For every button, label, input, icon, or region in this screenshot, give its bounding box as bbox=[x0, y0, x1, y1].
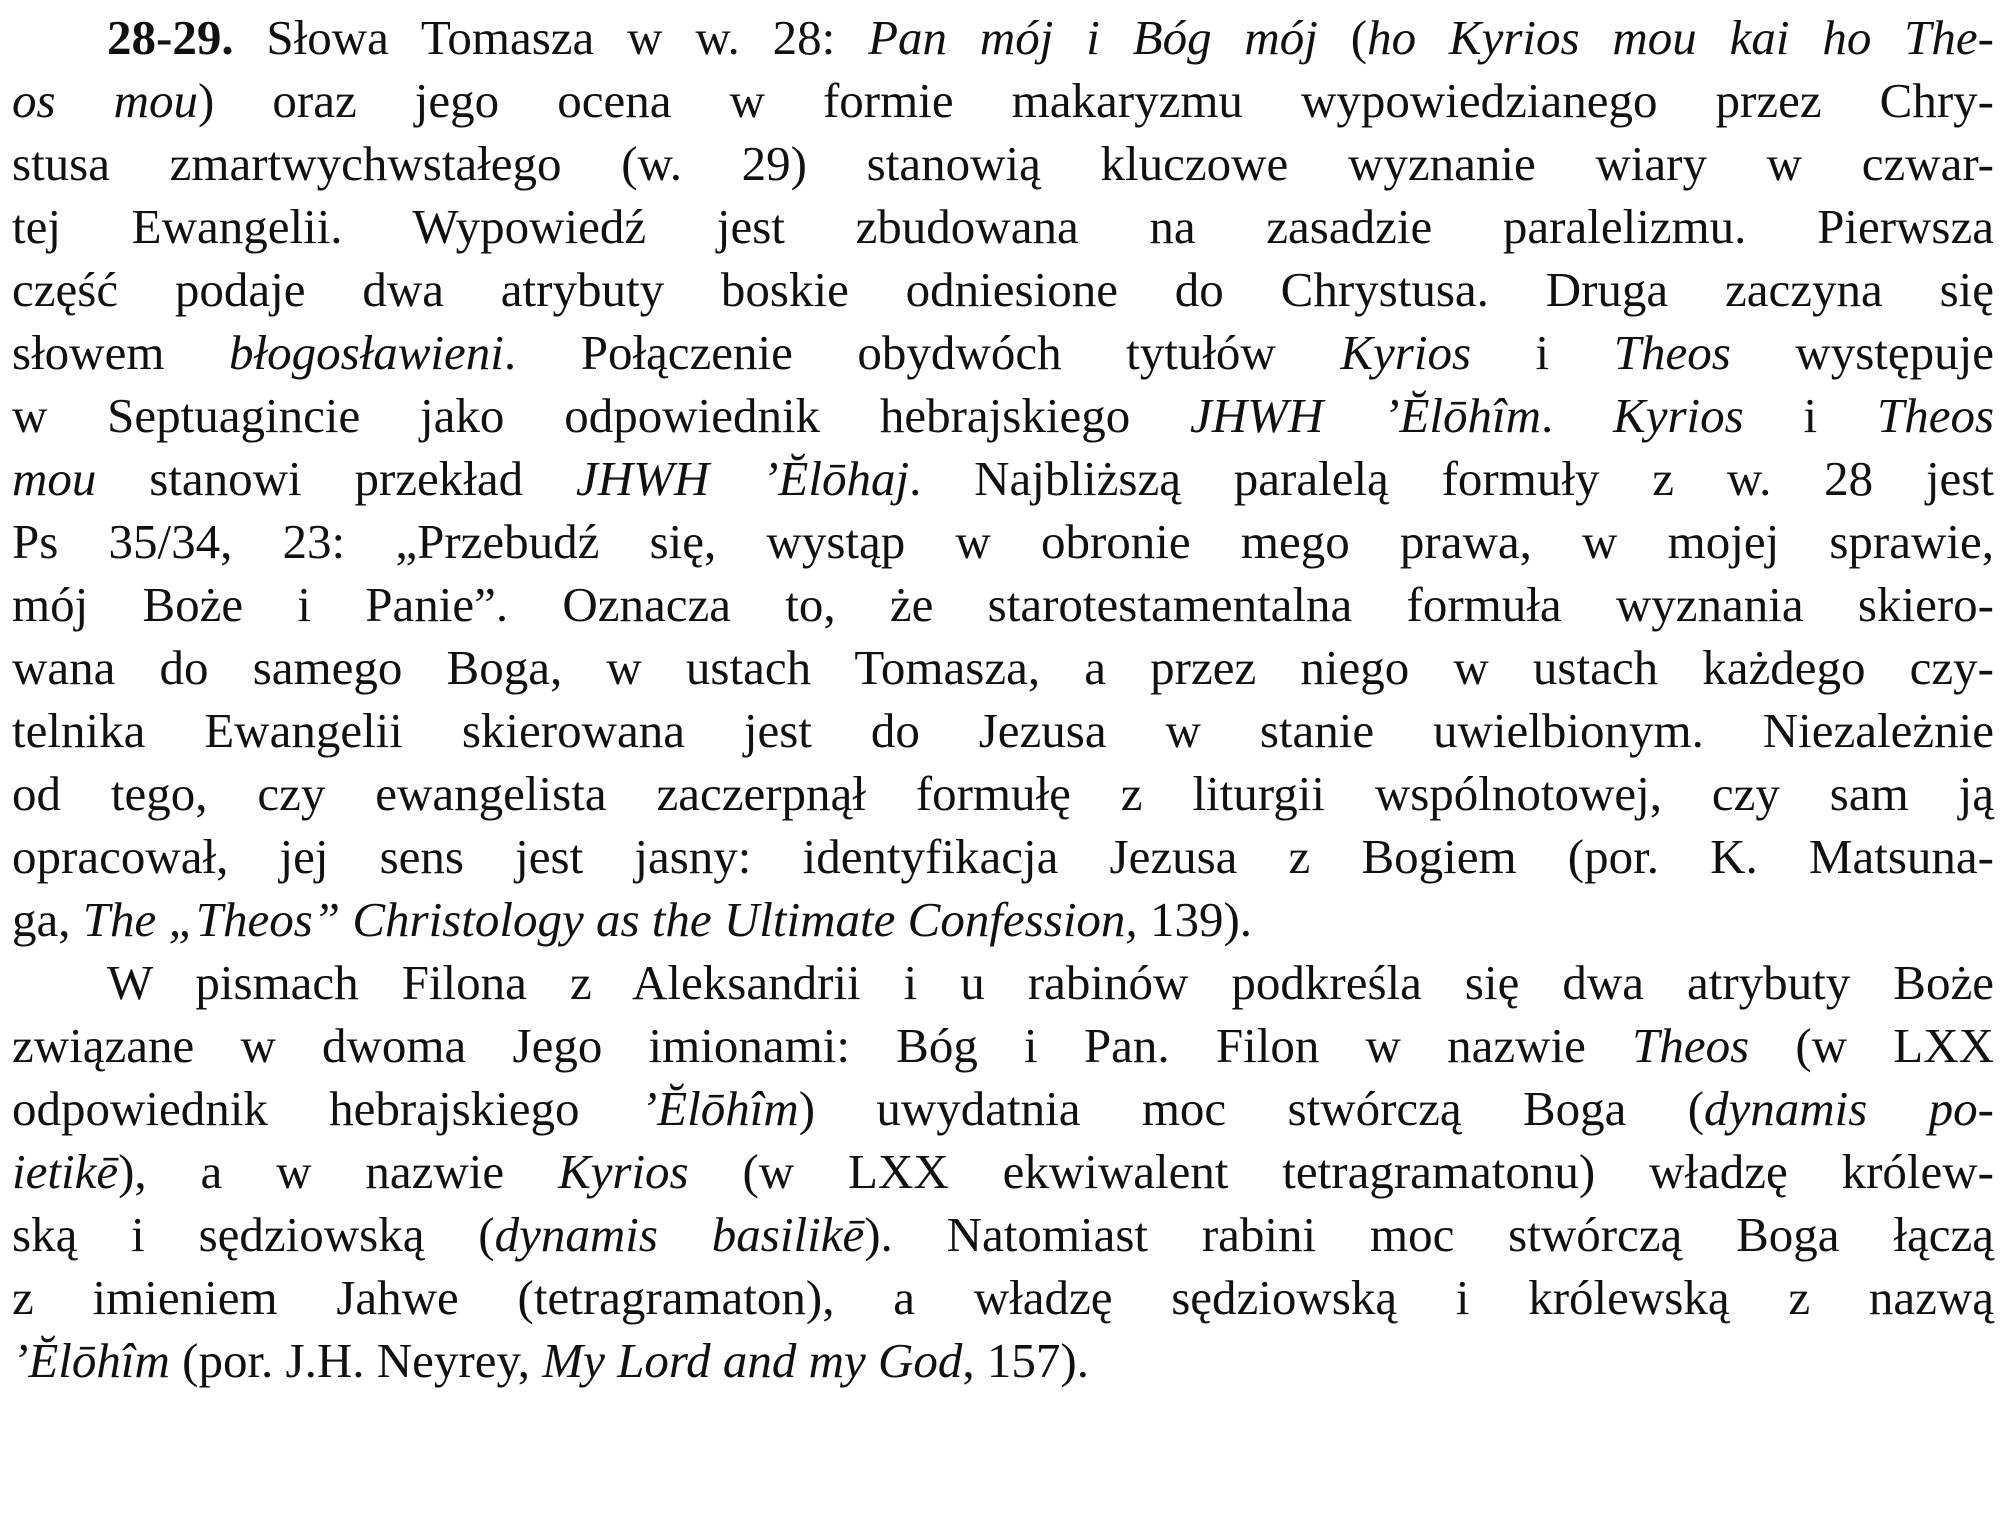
paragraph-2 bbox=[12, 951, 1994, 1392]
verse-reference: 28-29. bbox=[107, 10, 234, 65]
text-line: telnika Ewangelii skierowana jest do Jezusa w stanie uwielbionym. Niezależnie bbox=[12, 703, 1994, 758]
text-line: w Septuagincie jako odpowiednik hebrajskiego JHWH ’Ĕlōhîm. Kyrios i Theos bbox=[12, 388, 1995, 443]
text-line: słowem błogosławieni. Połączenie obydwóch tytułów Kyrios i Theos występuje bbox=[12, 325, 1994, 380]
text-line: mou stanowi przekład JHWH ’Ĕlōhaj. Najbliższą paralelą formuły z w. 28 jest bbox=[12, 451, 1994, 506]
text-line: z imieniem Jahwe (tetragramaton), a władzę sędziowską i królewską z nazwą bbox=[12, 1270, 1994, 1325]
document-page bbox=[12, 6, 1994, 1392]
paragraph-1 bbox=[12, 6, 1994, 951]
text-line: W pismach Filona z Aleksandrii i u rabinów podkreśla się dwa atrybuty Boże bbox=[107, 955, 1994, 1010]
text-line: wana do samego Boga, w ustach Tomasza, a przez niego w ustach każdego czy- bbox=[12, 640, 1994, 695]
text-line: mój Boże i Panie”. Oznacza to, że starotestamentalna formuła wyznania skiero- bbox=[12, 577, 1994, 632]
text-line: ga, The „Theos” Christology as the Ultimate Confession, 139). bbox=[12, 892, 1253, 947]
text-line: 28-29. Słowa Tomasza w w. 28: Pan mój i Bóg mój (ho Kyrios mou kai ho The- bbox=[107, 10, 1994, 65]
text-line: ietikē), a w nazwie Kyrios (w LXX ekwiwalent tetragramatonu) władzę królew- bbox=[12, 1144, 1995, 1199]
text-line: ską i sędziowską (dynamis basilikē). Natomiast rabini moc stwórczą Boga łączą bbox=[12, 1207, 1994, 1262]
text-line: związane w dwoma Jego imionami: Bóg i Pan. Filon w nazwie Theos (w LXX bbox=[12, 1018, 1994, 1073]
text-line: os mou) oraz jego ocena w formie makaryzmu wypowiedzianego przez Chry- bbox=[12, 73, 1994, 128]
text-line: od tego, czy ewangelista zaczerpnął formułę z liturgii wspólnotowej, czy sam ją bbox=[12, 766, 1994, 821]
text-line: tej Ewangelii. Wypowiedź jest zbudowana na zasadzie paralelizmu. Pierwsza bbox=[12, 199, 1994, 254]
text-line: Ps 35/34, 23: „Przebudź się, wystąp w obronie mego prawa, w mojej sprawie, bbox=[12, 514, 1994, 569]
text-line: stusa zmartwychwstałego (w. 29) stanowią kluczowe wyznanie wiary w czwar- bbox=[12, 136, 1994, 191]
text-line: odpowiednik hebrajskiego ’Ĕlōhîm) uwydatnia moc stwórczą Boga (dynamis po- bbox=[12, 1081, 1995, 1136]
text-line: opracował, jej sens jest jasny: identyfikacja Jezusa z Bogiem (por. K. Matsuna- bbox=[12, 829, 1994, 884]
text-line: ’Ĕlōhîm (por. J.H. Neyrey, My Lord and my God, 157). bbox=[12, 1333, 1089, 1388]
text-line: część podaje dwa atrybuty boskie odniesione do Chrystusa. Druga zaczyna się bbox=[12, 262, 1994, 317]
